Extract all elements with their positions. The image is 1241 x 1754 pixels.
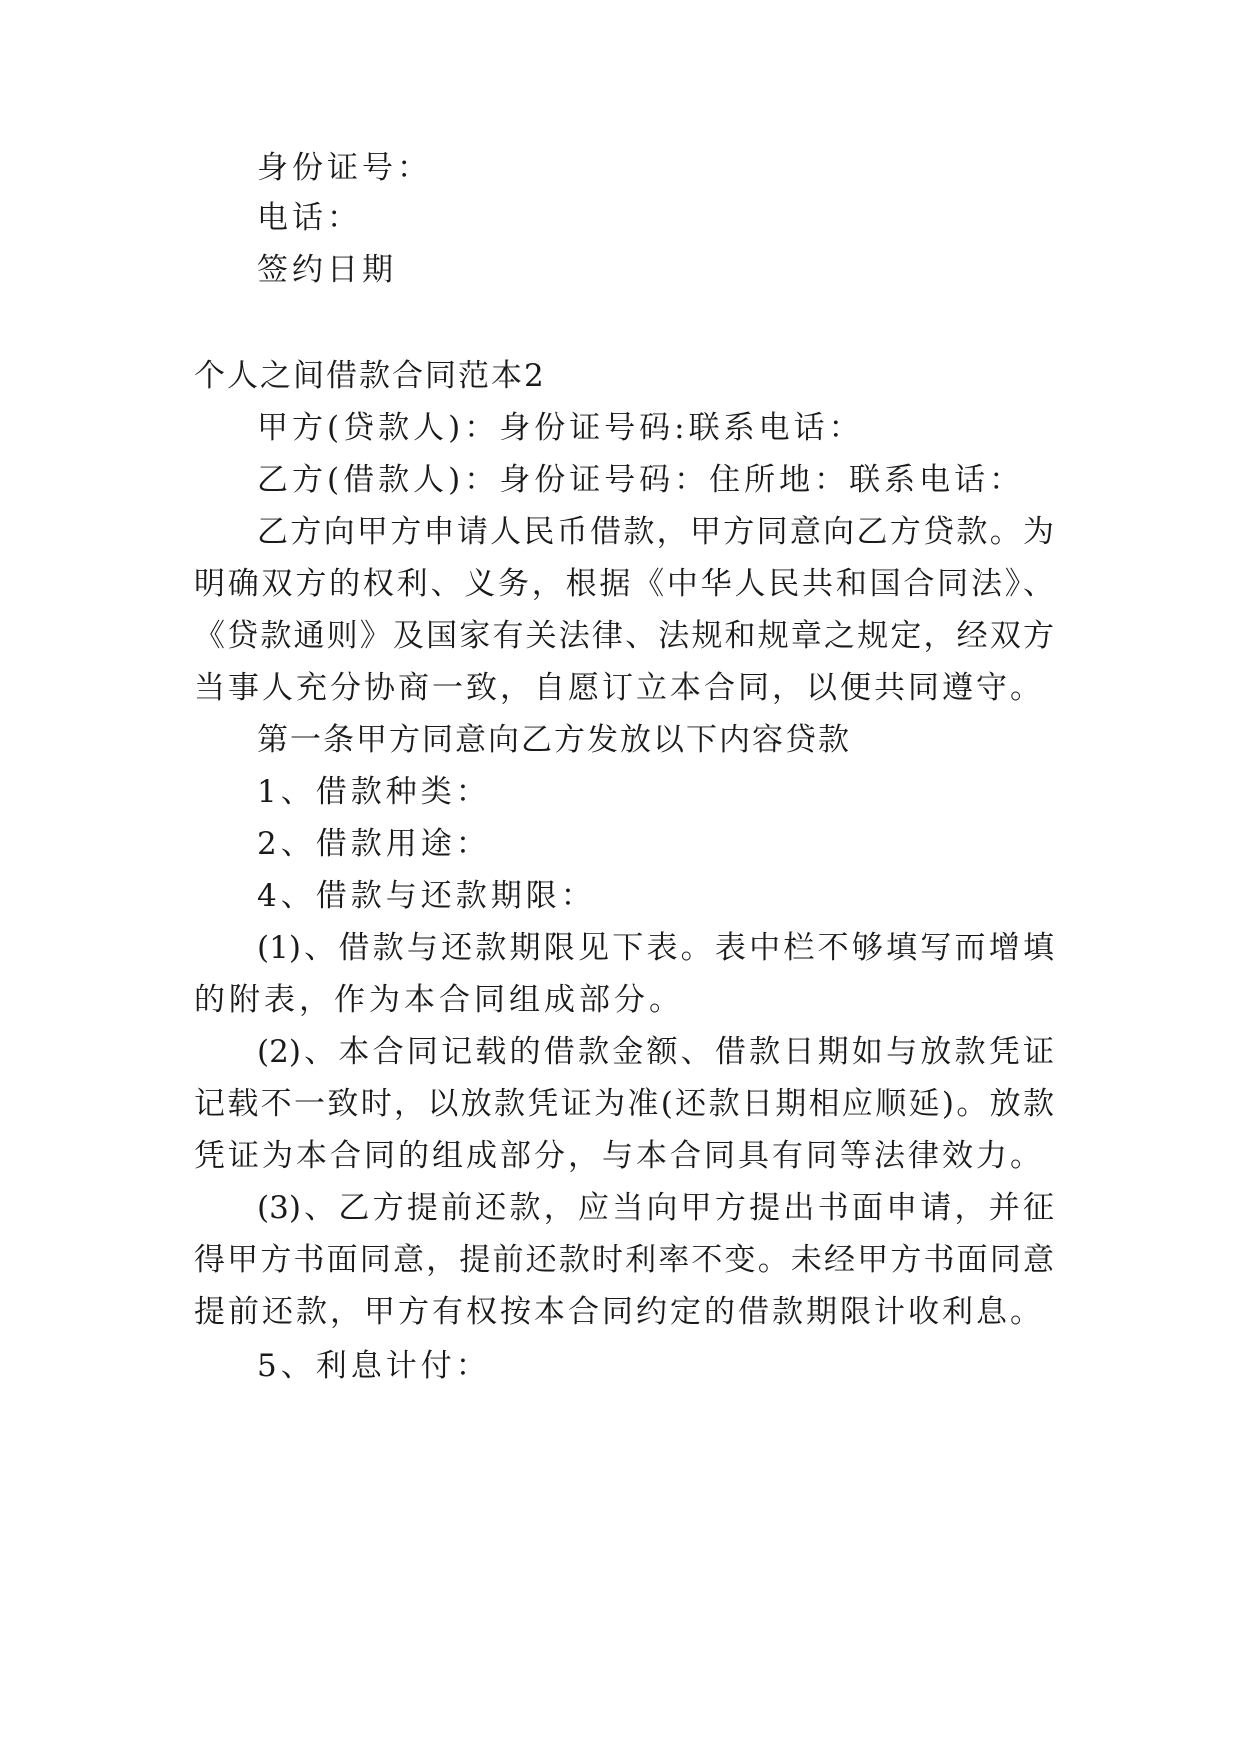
clause-3-line-1: (3)、乙方提前还款，应当向甲方提出书面申请，并征 — [257, 1190, 1054, 1226]
clause-3-line-3: 提前还款，甲方有权按本合同约定的借款期限计收利息。 — [194, 1294, 1044, 1330]
party-b-line: 乙方(借款人)：身份证号码：住所地：联系电话： — [257, 462, 1025, 498]
clause-2-line-1: (2)、本合同记载的借款金额、借款日期如与放款凭证 — [257, 1034, 1054, 1070]
intro-line-4: 当事人充分协商一致，自愿订立本合同，以便共同遵守。 — [194, 670, 1044, 706]
intro-line-3: 《贷款通则》及国家有关法律、法规和规章之规定，经双方 — [194, 618, 1054, 654]
section-title: 个人之间借款合同范本2 — [194, 358, 546, 394]
intro-line-1: 乙方向甲方申请人民币借款，甲方同意向乙方贷款。为 — [257, 514, 1054, 550]
item-5: 5、利息计付： — [257, 1348, 491, 1384]
clause-1-line-1: (1)、借款与还款期限见下表。表中栏不够填写而增填 — [257, 930, 1054, 966]
item-4: 4、借款与还款期限： — [257, 878, 596, 914]
clause-3-line-2: 得甲方书面同意，提前还款时利率不变。未经甲方书面同意 — [194, 1242, 1054, 1278]
id-number-label: 身份证号： — [257, 150, 432, 186]
signing-date-label: 签约日期 — [257, 252, 397, 288]
article-1-heading: 第一条甲方同意向乙方发放以下内容贷款 — [257, 722, 851, 758]
intro-line-2: 明确双方的权利、义务，根据《中华人民共和国合同法》、 — [194, 566, 1054, 602]
party-a-line: 甲方(贷款人)：身份证号码:联系电话： — [257, 410, 864, 446]
phone-label: 电话： — [257, 200, 362, 236]
clause-2-line-3: 凭证为本合同的组成部分，与本合同具有同等法律效力。 — [194, 1138, 1044, 1174]
clause-1-line-2: 的附表，作为本合同组成部分。 — [194, 982, 684, 1018]
clause-2-line-2: 记载不一致时，以放款凭证为准(还款日期相应顺延)。放款 — [194, 1086, 1054, 1122]
item-2: 2、借款用途： — [257, 826, 491, 862]
item-1: 1、借款种类： — [257, 774, 491, 810]
